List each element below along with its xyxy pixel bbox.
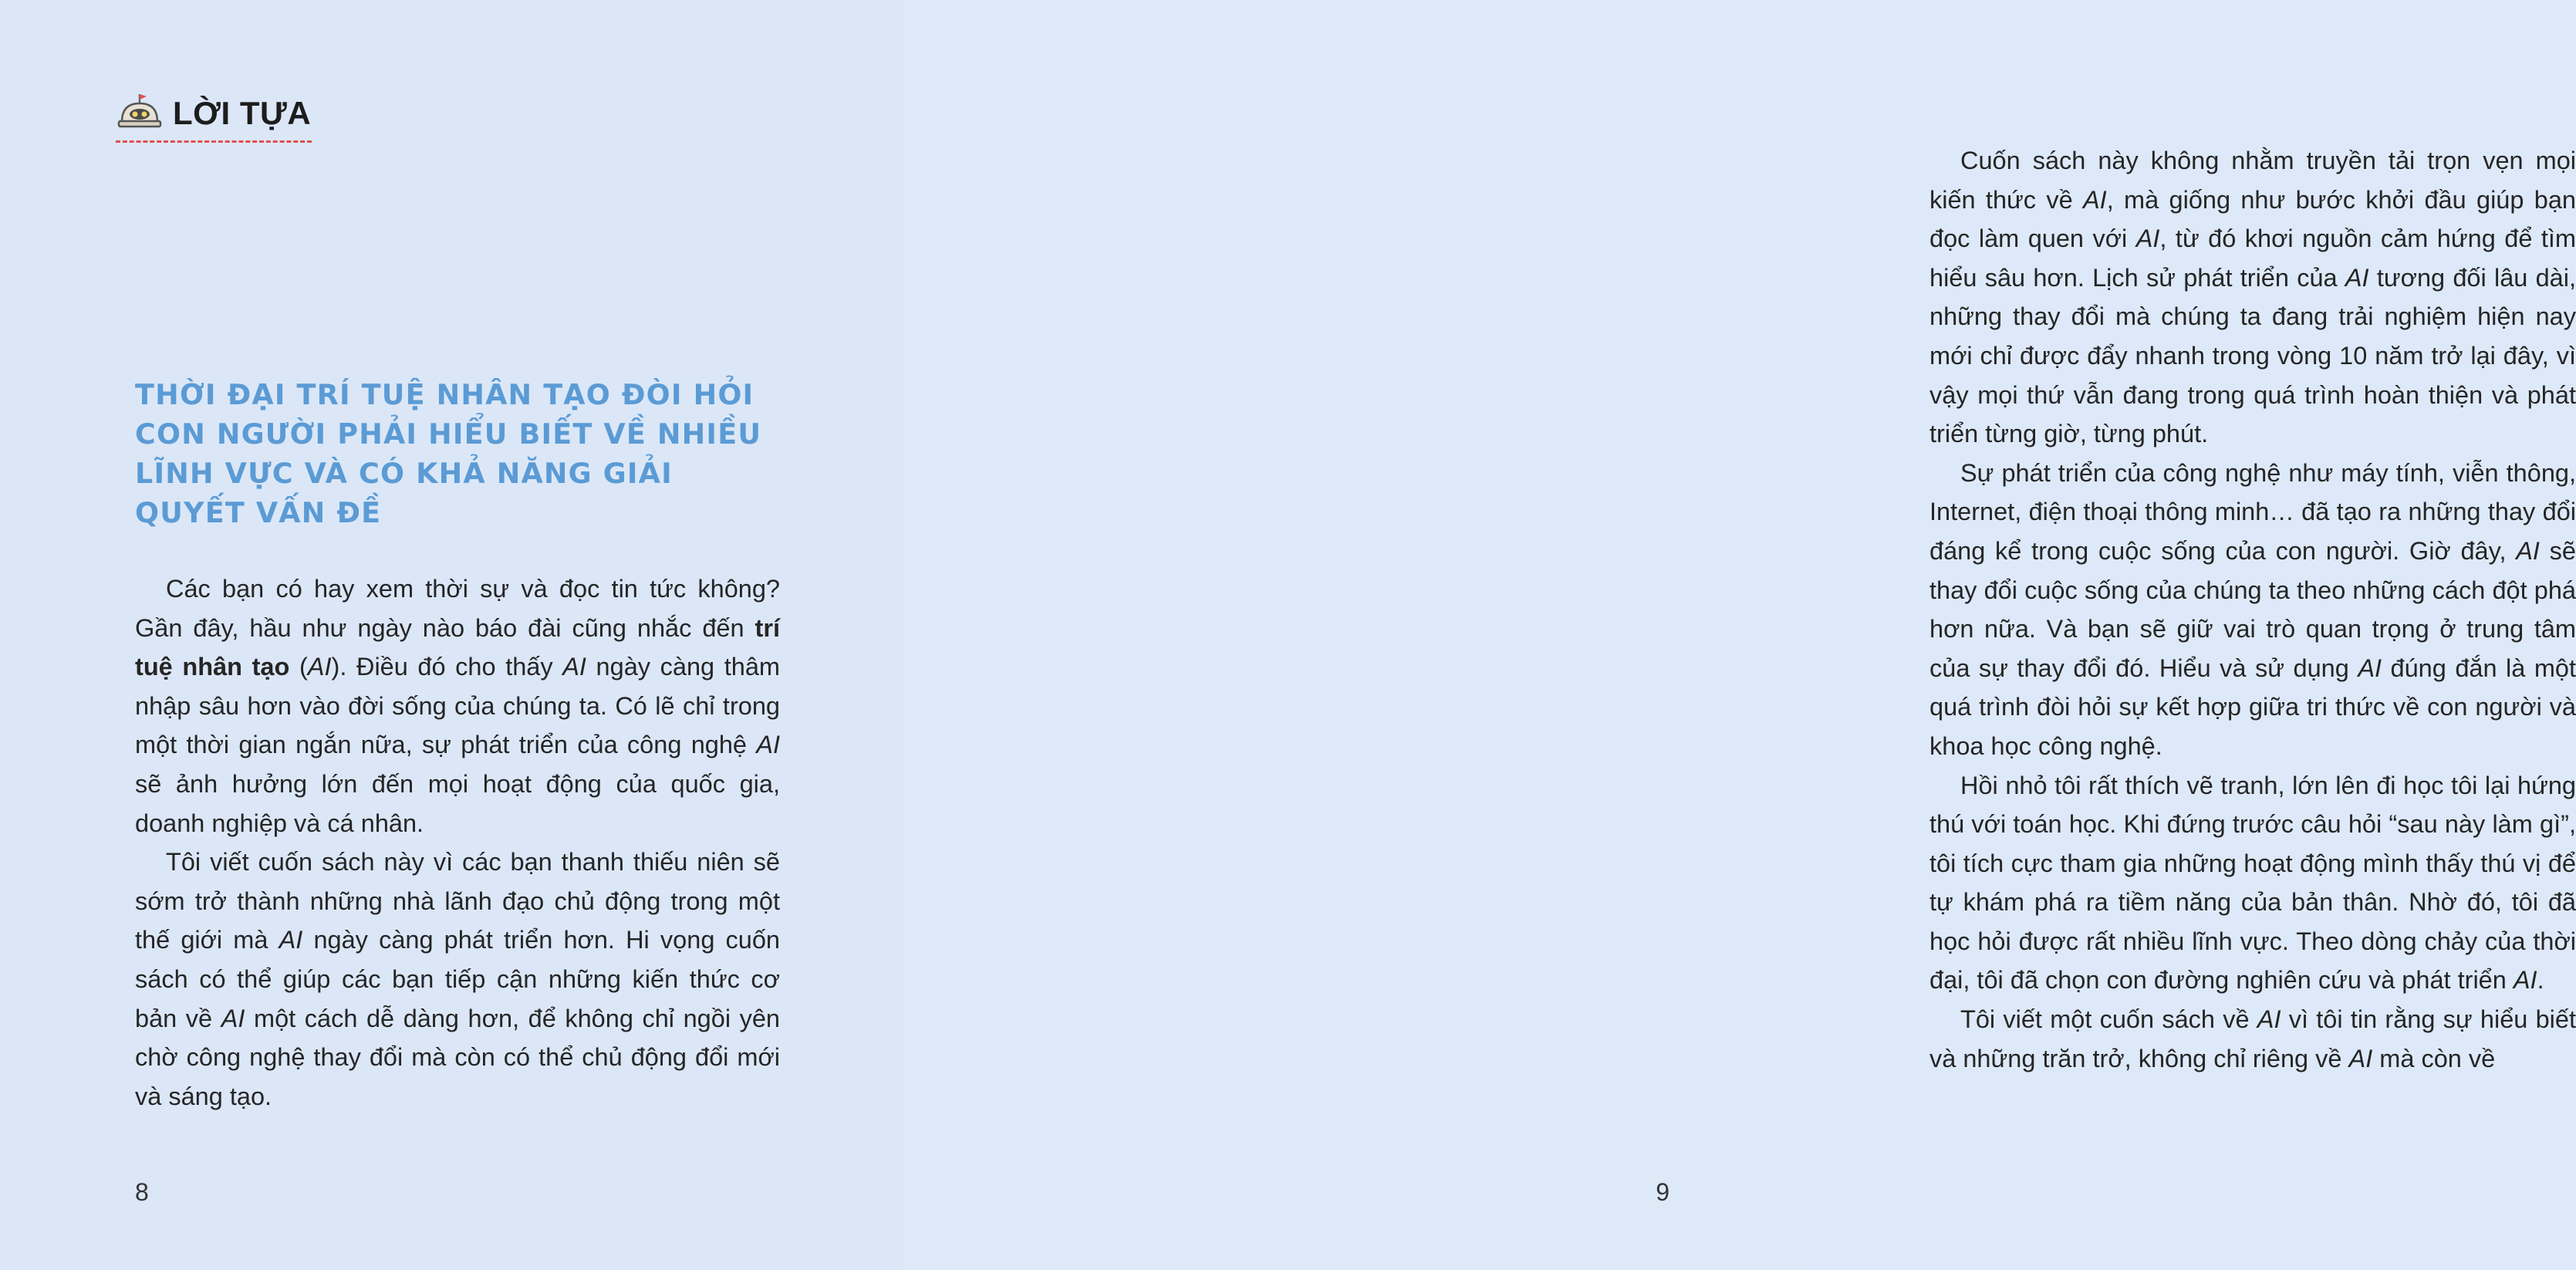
section-title: LỜI TỰA [173,94,312,131]
paragraph: Các bạn có hay xem thời sự và đọc tin tức không? Gần đây, hầu như ngày nào báo đài cũng nhắc đến trí tuệ nhân tạo (AI). Điều đó cho thấy AI ngày càng thâm nhập sâu hơn vào đời sống của chúng ta. Có lẽ chỉ trong một thời gian ngắn nữa, sự phát triển của công nghệ AI sẽ ảnh hưởng lớn đến mọi hoạt động của quốc gia, doanh nghiệp và cá nhân. [135,575,780,837]
left-body-text [135,569,780,1116]
paragraph: Cuốn sách này không nhằm truyền tải trọn vẹn mọi kiến thức về AI, mà giống như bước khởi đầu giúp bạn đọc làm quen với AI, từ đó khơi nguồn cảm hứng để tìm hiểu sâu hơn. Lịch sử phát triển của AI tương đối lâu dài, những thay đổi mà chúng ta đang trải nghiệm hiện nay mới chỉ được đẩy nhanh trong vòng 10 năm trở lại đây, vì vậy mọi thứ vẫn đang trong quá trình hoàn thiện và phát triển từng giờ, từng phút. [1929,147,2576,448]
section-header [116,91,311,135]
robot-head-icon [116,91,164,135]
right-body-text [1929,141,2576,1078]
bold-term: trí tuệ nhân tạo [135,613,780,681]
paragraph: Hồi nhỏ tôi rất thích vẽ tranh, lớn lên đi học tôi lại hứng thú với toán học. Khi đứng trước câu hỏi “sau này làm gì”, tôi tích cực tham gia những hoạt động mình thấy thú vị để tự khám phá ra tiềm năng của bản thân. Nhờ đó, tôi đã học hỏi được rất nhiều lĩnh vực. Theo dòng chảy của thời đại, tôi đã chọn con đường nghiên cứu và phát triển AI. [1929,771,2576,995]
page-number: 8 [135,1178,149,1206]
title-underline [116,140,312,143]
paragraph: Tôi viết một cuốn sách về AI vì tôi tin rằng sự hiểu biết và những trăn trở, không chỉ riêng về AI mà còn về [1929,1005,2576,1072]
paragraph: Tôi viết cuốn sách này vì các bạn thanh thiếu niên sẽ sớm trở thành những nhà lãnh đạo chủ động trong một thế giới mà AI ngày càng phát triển hơn. Hi vọng cuốn sách có thể giúp các bạn tiếp cận những kiến thức cơ bản về AI một cách dễ dàng hơn, để không chỉ ngồi yên chờ công nghệ thay đổi mà còn có thể chủ động đổi mới và sáng tạo. [135,848,781,1110]
right-page [903,0,2576,1270]
paragraph: Sự phát triển của công nghệ như máy tính, viễn thông, Internet, điện thoại thông minh… đã tạo ra những thay đổi đáng kể trong cuộc sống của con người. Giờ đây, AI sẽ thay đổi cuộc sống của chúng ta theo những cách đột phá hơn nữa. Và bạn sẽ giữ vai trò quan trọng ở trung tâm của sự thay đổi đó. Hiểu và sử dụng AI đúng đắn là một quá trình đòi hỏi sự kết hợp giữa tri thức về con người và khoa học công nghệ. [1929,458,2576,760]
page-number: 9 [1656,1178,1670,1206]
left-page [0,0,903,1270]
chapter-heading: THỜI ĐẠI TRÍ TUỆ NHÂN TẠO ĐÒI HỎI CON NGƯỜI PHẢI HIỂU BIẾT VỀ NHIỀU LĨNH VỰC VÀ CÓ KHẢ NĂNG GIẢI QUYẾT VẤN ĐỀ [135,378,762,529]
